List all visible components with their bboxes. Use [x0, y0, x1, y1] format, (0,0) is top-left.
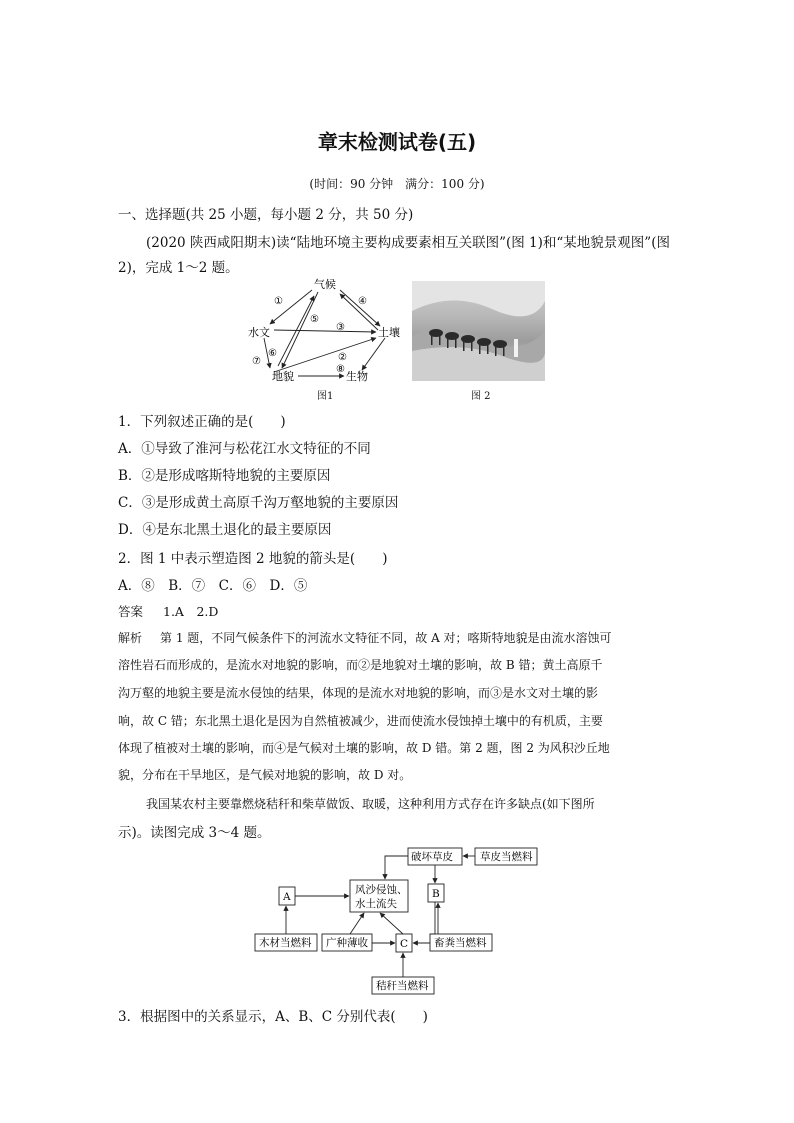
label-wide-planting: 广种薄收 [326, 937, 368, 949]
label-7: ⑦ [252, 356, 261, 367]
label-8: ⑧ [336, 364, 345, 375]
label-6: ⑥ [268, 348, 277, 359]
analysis-line-3: 沟万壑的地貌主要是流水侵蚀的结果，体现的是流水对地貌的影响，而③是水文对土壤的影 [118, 686, 599, 700]
node-hydro: 水文 [248, 326, 270, 339]
figure-1-diagram [240, 276, 410, 401]
figure-2-photo [412, 281, 545, 381]
intro-line-1: (2020 陕西咸阳期末)读“陆地环境主要构成要素相互关联图”(图 1)和“某地貌景观图”(图 [146, 235, 670, 251]
label-b: B [432, 888, 440, 900]
exam-info: (时间：90 分钟 满分：100 分) [309, 177, 485, 191]
node-climate: 气候 [314, 278, 336, 291]
label-wood-fuel: 木材当燃料 [259, 937, 312, 949]
label-straw-fuel: 秸秆当燃料 [376, 980, 429, 992]
label-erosion-1: 风沙侵蚀、 [355, 884, 408, 896]
question-3-stem: 3．根据图中的关系显示，A、B、C 分别代表( ) [118, 1009, 428, 1025]
q1-option-b: B．②是形成喀斯特地貌的主要原因 [118, 468, 331, 484]
node-soil: 土壤 [378, 326, 400, 339]
q2-options: A．⑧ B．⑦ C．⑥ D．⑤ [118, 578, 308, 594]
answer-label: 答案 [118, 604, 144, 619]
node-landform: 地貌 [272, 370, 294, 383]
label-1: ① [274, 296, 283, 307]
question-2-stem: 2．图 1 中表示塑造图 2 地貌的箭头是( ) [118, 551, 388, 567]
figure-3-flow-diagram [250, 843, 550, 998]
label-destroy-turf: 破坏草皮 [411, 851, 453, 863]
analysis-line-6: 貌，分布在干旱地区，是气候对地貌的影响，故 D 对。 [118, 768, 412, 782]
label-3: ③ [336, 322, 345, 333]
section-heading: 一、选择题(共 25 小题，每小题 2 分，共 50 分) [118, 207, 414, 223]
analysis-line-2: 溶性岩石而形成的，是流水对地貌的影响，而②是地貌对土壤的影响，故 B 错；黄土高原千 [118, 658, 603, 672]
figure-1-caption: 图1 [317, 391, 334, 402]
label-5: ⑤ [310, 314, 319, 325]
label-dung-fuel: 畜粪当燃料 [434, 937, 487, 949]
q1-option-c: C．③是形成黄土高原千沟万壑地貌的主要原因 [118, 495, 399, 511]
figure-2-caption: 图 2 [471, 391, 491, 402]
label-turf-fuel: 草皮当燃料 [480, 851, 533, 863]
analysis-line-4: 响，故 C 错；东北黑土退化是因为自然植被减少，进而使流水侵蚀掉土壤中的有机质，主要 [118, 714, 603, 728]
label-erosion-2: 水土流失 [355, 898, 397, 910]
analysis-line-5: 体现了植被对土壤的影响，而④是气候对土壤的影响，故 D 错。第 2 题，图 2 为风积沙丘地 [118, 741, 610, 755]
label-4: ④ [358, 296, 367, 307]
label-a: A [283, 891, 291, 903]
label-c: C [400, 938, 409, 950]
q1-option-a: A．①导致了淮河与松花江水文特征的不同 [118, 441, 371, 457]
label-2: ② [338, 352, 347, 363]
page-title: 章末检测试卷(五) [317, 130, 477, 154]
arrow-3 [274, 330, 376, 332]
intro2-line-1: 我国某农村主要靠燃烧秸秆和柴草做饭、取暖，这种利用方式存在许多缺点(如下图所 [146, 797, 595, 811]
intro-line-2: 2)，完成 1～2 题。 [118, 260, 239, 276]
camel-caravan-illustration [412, 281, 545, 381]
analysis-label: 解析 [118, 631, 143, 645]
answer-text: 1.A 2.D [163, 604, 219, 619]
question-1-stem: 1．下列叙述正确的是( ) [118, 414, 286, 430]
q1-option-d: D．④是东北黑土退化的最主要原因 [118, 522, 332, 538]
intro2-line-2: 示)。读图完成 3～4 题。 [118, 825, 271, 841]
analysis-line-1: 第 1 题，不同气候条件下的河流水文特征不同，故 A 对；喀斯特地貌是由流水溶蚀可 [160, 631, 612, 645]
node-bio: 生物 [346, 370, 368, 383]
